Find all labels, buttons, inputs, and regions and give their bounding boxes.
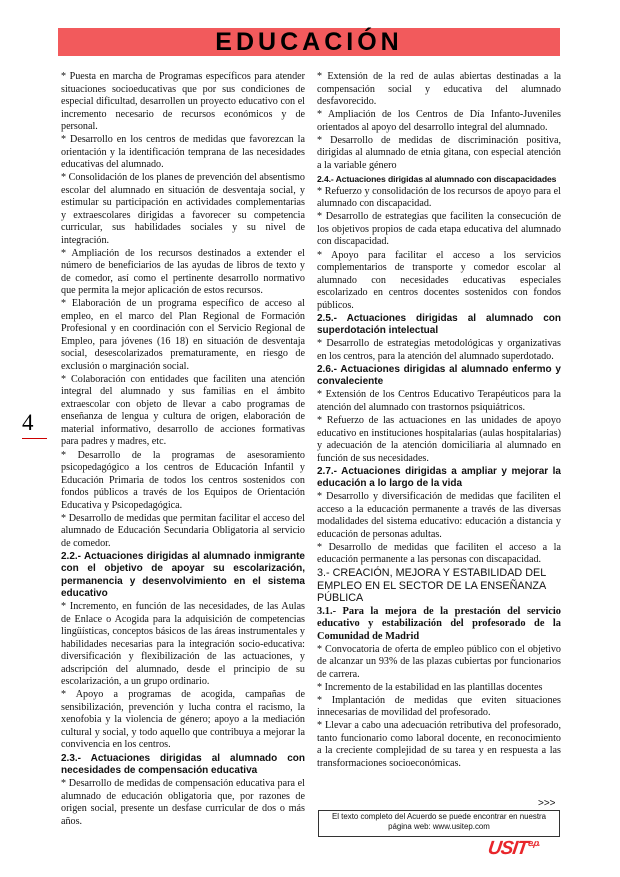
paragraph: * Desarrollo de medidas de discriminación positiva, dirigidas al alumnado de etnia gitana, con especial atención a la variable género <box>317 134 561 171</box>
paragraph: * Llevar a cabo una adecuación retributiva del profesorado, tanto funcionario como laboral docente, en reconocimiento a la creciente complejidad de su tarea y en respuesta a las transformaciones socioeconómicas. <box>317 720 561 769</box>
continue-marker: >>> <box>538 798 556 809</box>
paragraph: * Incremento de la estabilidad en las plantillas docentes <box>317 681 543 693</box>
paragraph: * Ampliación de los Centros de Día Infanto-Juveniles orientados al apoyo del desarrollo integral del alumnado. <box>317 109 561 133</box>
logo-main: USIT <box>486 838 529 859</box>
paragraph: * Implantación de medidas que eviten situaciones innecesarias de movilidad del profesorado. <box>317 694 561 719</box>
paragraph: * Desarrollo en los centros de medidas que favorezcan la orientación y la identificación temprana de las necesidades educativas del alumnado. <box>61 134 305 171</box>
paragraph: * Puesta en marcha de Programas específicos para atender situaciones socioeducativas que por sus condiciones de especial dificultad, desarrollen un proyecto educativo con el incremento necesario de recursos económicos y de personal. <box>61 71 305 132</box>
logo-sub: e.p. <box>527 838 541 848</box>
paragraph: * Ampliación de los recursos destinados a extender el número de beneficiarios de las ayudas de libros de texto y de comedor, así como el pertinente desarrollo normativo que permita la mejor aplicación de estos recursos. <box>61 247 305 297</box>
paragraph: * Desarrollo de medidas de compensación educativa para el alumnado de educación obligatoria que, por razones de origen social, presente un desfase curricular de dos o más años. <box>61 778 305 827</box>
footer-line-1: El texto completo del Acuerdo se puede encontrar en nuestra <box>331 812 547 821</box>
left-column <box>61 71 305 851</box>
paragraph: * Apoyo a programas de acogida, campañas de sensibilización, prevención y lucha contra el racismo, la xenofobia y la violencia de género; apoyo a la mediación cultural y social, y todo aquello que contribuya a mejorar la convivencia en los centros. <box>61 689 305 751</box>
paragraph: * Refuerzo de las actuaciones en las unidades de apoyo educativo en instituciones hospitalarias (aulas hospitalarias) y adecuación de la atención domiciliaria al alumnado en función de sus necesidades. <box>317 415 561 464</box>
usit-logo <box>486 838 540 860</box>
section-title: EDUCACIÓN <box>215 27 403 56</box>
right-column <box>317 71 561 811</box>
paragraph: * Desarrollo de medidas que faciliten el acceso a la educación permanente a las personas con discapacidad. <box>317 541 561 566</box>
section-banner <box>58 28 560 56</box>
section-heading: 3.1.- Para la mejora de la prestación del servicio educativo y estabilización del profesorado de la Comunidad de Madrid <box>317 605 561 642</box>
footer-website[interactable]: página web: www.usitep.com <box>388 822 490 831</box>
paragraph: * Desarrollo de estrategias que faciliten la consecución de los objetivos propios de cada etapa educativa del alumnado con discapacidad. <box>317 211 561 248</box>
section-heading: 2.4.- Actuaciones dirigidas al alumnado con discapacidades <box>317 173 557 184</box>
paragraph: * Extensión de la red de aulas abiertas destinadas a la compensación social y educativa del alumnado desfavorecido. <box>317 71 561 107</box>
paragraph: * Desarrollo de medidas que permitan facilitar el acceso del alumnado de Educación Secundaria Obligatoria al servicio de comedor. <box>61 512 305 549</box>
section-heading: 2.6.- Actuaciones dirigidas al alumnado enfermo y convaleciente <box>317 363 561 388</box>
section-heading: 2.7.- Actuaciones dirigidas a ampliar y mejorar la educación a lo largo de la vida <box>317 465 561 490</box>
paragraph: * Desarrollo de la programas de asesoramiento psicopedagógico a los centros de Educación Infantil y Educación Primaria de todos los centros sostenidos con fondos públicos a través de los Equipos de Orientación Educativa y Psicopedagógica. <box>61 449 305 511</box>
paragraph: * Apoyo para facilitar el acceso a los servicios complementarios de transporte y comedor escolar al alumnado con necesidades educativas especiales escolarizado en centros docentes sostenidos con fondos públicos. <box>317 249 561 311</box>
paragraph: * Elaboración de un programa específico de acceso al empleo, en el marco del Plan Regional de Formación Profesional y en coordinación con el Servicio Regional de Empleo, para jóvenes (16 18) en situación de desventaja social, desescolarizados prematuramente, en riesgo de exclusión o marginación social. <box>61 298 305 372</box>
footer-note <box>318 810 560 837</box>
section-heading: 2.2.- Actuaciones dirigidas al alumnado inmigrante con el objetivo de apoyar su escolarización, permanencia y desenvolvimiento en el sistema educativo <box>61 550 305 600</box>
page-number: 4 <box>22 410 47 439</box>
paragraph: * Convocatoria de oferta de empleo público con el objetivo de alcanzar un 93% de las plazas cubiertas por funcionarios de carrera. <box>317 643 561 680</box>
chapter-heading: 3.- CREACIÓN, MEJORA Y ESTABILIDAD DEL EMPLEO EN EL SECTOR DE LA ENSEÑANZA PÚBLICA <box>317 567 546 605</box>
paragraph: * Extensión de los Centros Educativo Terapéuticos para la atención del alumnado con trastornos psiquiátricos. <box>317 389 561 413</box>
section-heading: 2.5.- Actuaciones dirigidas al alumnado con superdotación intelectual <box>317 312 561 337</box>
paragraph: * Colaboración con entidades que faciliten una atención integral del alumnado y sus familias en el ámbito extraescolar con objeto de llevar a cabo programas de enseñanza de lengua y cultura de origen, elaboración de material informativo, desarrollo de acciones formativas para padres y madres, etc. <box>61 373 305 448</box>
paragraph: * Desarrollo de estrategias metodológicas y organizativas en los centros, para la atención del alumnado superdotado. <box>317 338 561 362</box>
section-heading: 2.3.- Actuaciones dirigidas al alumnado con necesidades de compensación educativa <box>61 752 305 777</box>
paragraph: * Desarrollo y diversificación de medidas que faciliten el acceso a la educación permanente a través de las diversas modalidades del sistema educativo: educación a distancia y educación de personas adultas. <box>317 491 561 540</box>
paragraph: * Consolidación de los planes de prevención del absentismo escolar del alumnado en situación de desventaja social, y estimular su participación en actividades complementarias y extraescolares dirigidas a favorecer su competencia curricular, sus habilidades sociales y su nivel de integración. <box>61 172 305 246</box>
paragraph: * Incremento, en función de las necesidades, de las Aulas de Enlace o Acogida para la adquisición de competencias lingüísticas, conceptos básicos de las áreas instrumentales y habilidades necesarias para la integración socio-educativa: diversificación y flexibilización de las actuaciones, y adscripción del alumnado, desde el principio de su escolarización, a un grupo ordinario. <box>61 601 305 688</box>
paragraph: * Refuerzo y consolidación de los recursos de apoyo para el alumnado con discapacidad. <box>317 185 561 210</box>
